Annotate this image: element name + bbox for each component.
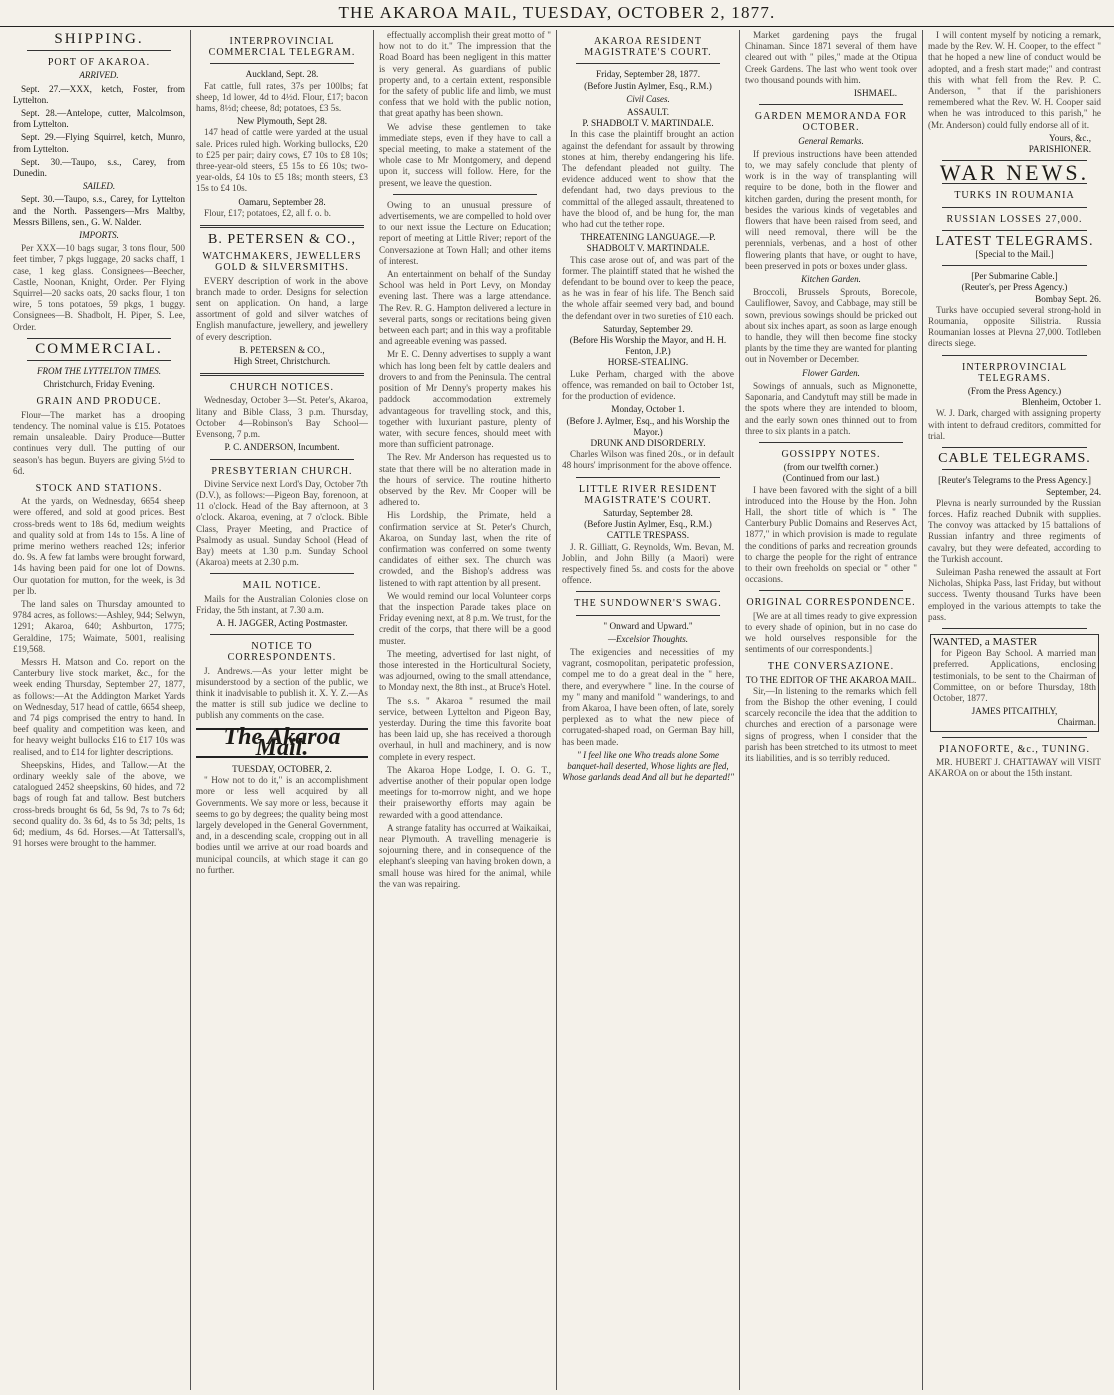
monday-bench: (Before J. Aylmer, Esq., and his Worship the Mayor.) — [566, 415, 730, 437]
general-remarks-heading: General Remarks. — [798, 135, 864, 146]
correspondents-text: J. Andrews.—As your letter might be misunderstood by a section of the public, we think it inadvisable to publish it. X. Y. Z.—As the matter is still sub judice we decline to publish any comments on the case. — [196, 665, 368, 721]
commercial-heading: COMMERCIAL. — [35, 340, 163, 357]
divider — [27, 50, 171, 51]
saturday-date: Saturday, September 29. — [603, 323, 693, 334]
petersen-ad-address: High Street, Christchurch. — [233, 356, 331, 367]
newplymouth-text: 147 head of cattle were yarded at the usual sale. Prices ruled high. Working bullocks, £20 to £25 per pair; dairy cows, £7 10s to £8 10s; three-year-old steers, £5 15s to £6 10s; two-year-olds, £4 10s to £5 18s; month steers, £3 15s to £4 10s. — [196, 127, 368, 194]
divider — [942, 355, 1087, 356]
divider — [942, 265, 1087, 266]
cattle-trespass-text: J. R. Gilliatt, G. Reynolds, Wm. Bevan, M. Joblin, and John Billy (a Maori) were respectively fined 5s. and costs for the above offence. — [562, 541, 734, 586]
kitchen-garden-text: Broccoli, Brussels Sprouts, Borecole, Cauliflower, Savoy, and Cabbage, may still be sown, previous sowings should be pricked out about six inches apart, as soon as large enough to handle, they will then become fine stocky plants by the time they are wanted for planting out in November or December. — [745, 287, 917, 365]
sundowner-continued: Market gardening pays the frugal Chinaman. Since 1871 several of them have cleared out with " piles," made at the Otipua Creek Gardens. The last who went took over two thousand pounds with him. — [745, 30, 917, 85]
news-item: The Rev. Mr Anderson has requested us to state that there will be no alteration made in the hours of service. The routine hitherto observed by the Rev. Mr Cooper will be adhered to. — [379, 452, 551, 508]
court-date: Friday, September 28, 1877. — [595, 69, 701, 80]
auckland-dateline: Auckland, Sept. 28. — [245, 69, 319, 80]
gossippy-continued: (Continued from our last.) — [782, 473, 880, 484]
plevna-text: Plevna is nearly surrounded by the Russian forces. Hafiz reached Dubnik with supplies. The convoy was attacked by 15 battalions of Russian infantry and three regiments of cavalry, but they were defeated, according to the Turkish account. — [928, 497, 1101, 564]
sundowner-text: The exigencies and necessities of my vagrant, cosmopolitan, peripatetic profession, compel me to do a great deal in the " here, there, and everywhere " line. In the course of my " many and manifold " wanderings, to and from Akaroa, I have been often, of late, sorely perplexed as to what the new piece of corrugated-shaped road, on German Bay hill, has been made. — [562, 646, 734, 747]
oamaru-text: Flour, £17; potatoes, £2, all f. o. b. — [204, 207, 331, 218]
little-river-date: Saturday, September 28. — [603, 507, 693, 518]
stock-text: At the yards, on Wednesday, 6654 sheep were offered, and sold at good prices. Best cross-breds went to 18s 6d, medium weights and quality sold at from 14s to 15s. A line of prime merino wethers reached 12s; inferior do. 9s. A few fat lambs were brought forward, 14s having been paid for one lot of Downs. Our quotation for mutton, for the week, is 3d per lb. — [13, 496, 185, 596]
oamaru-dateline: Oamaru, September 28. — [238, 196, 326, 207]
conversazione-text: Sir,—In listening to the remarks which fell from the Bishop the other evening, I could scarcely reconcile the idea that the addition to churches and erection of a parsonage were signs of progress, when I consider that the parish has been stretched to its utmost to meet its liabilities, and is so terribly reduced. — [745, 685, 917, 763]
mail-notice-signature: A. H. JAGGER, Acting Postmaster. — [216, 617, 348, 628]
news-item: His Lordship, the Primate, held a confirmation service at St. Peter's Church, Akaroa, on Sunday last, when the rite of confirmation was conferred on some twenty candidates of either sex. The church was crowded, and the Bishop's address was listened to with rapt attention by all present. — [379, 510, 551, 588]
sundowner-heading: THE SUNDOWNER'S SWAG. — [574, 598, 722, 610]
arrival-entry: Sept. 28.—Antelope, cutter, Malcolmson, from Lyttelton. — [13, 108, 185, 130]
correspondence-note: [We are at all times ready to give expression to every shade of opinion, but in no case do we hold ourselves responsible for the sentiments of our correspondents.] — [745, 610, 917, 655]
cable-telegrams-heading: CABLE TELEGRAMS. — [938, 451, 1091, 467]
kitchen-garden-heading: Kitchen Garden. — [801, 274, 861, 285]
divider — [942, 628, 1087, 629]
petersen-ad-subtitle: WATCHMAKERS, JEWELLERS GOLD & SILVERSMITHS. — [202, 251, 362, 274]
sailing-entry: Sept. 30.—Taupo, s.s., Carey, for Lyttelton and the North. Passengers—Mrs Maltby, Messrs Billens, sen., G. W. Nalder. — [13, 194, 185, 227]
sailed-heading: SAILED. — [82, 181, 116, 192]
arrival-entry: Sept. 27.—XXX, ketch, Foster, from Lyttelton. — [13, 83, 185, 105]
imports-heading: IMPORTS. — [79, 230, 119, 241]
column-6 — [923, 30, 1106, 1390]
war-news-heading: WAR NEWS. — [939, 160, 1090, 186]
flower-garden-heading: Flower Garden. — [802, 367, 860, 378]
divider — [942, 737, 1087, 738]
presbyterian-text: Divine Service next Lord's Day, October 7th (D.V.), as follows:—Pigeon Bay, forenoon, at 11 o'clock. Head of the Bay afternoon, at 3 o'clock. Akaroa, evening, at 7 o'clock. Bible Class, Prayer Meeting, and Practice of Psalmody as usual. Sunday School (Head of Bay) meets at 1.30 p.m. Sunday School (Akaroa) meets at 2.30 p.m. — [196, 478, 368, 568]
news-item: The meeting, advertised for last night, of those interested in the Horticultural Society, was adjourned, owing to the small attendance, to Monday next, the 8th inst., at Bruce's Hotel. — [379, 648, 551, 693]
divider — [759, 104, 903, 105]
divider — [393, 194, 537, 195]
arrival-entry: Sept. 30.—Taupo, s.s., Carey, from Dunedin. — [13, 156, 185, 179]
leader-continued: effectually accomplish their great motto of " how not to do it." The impression that the Road Board has been negligent in this matter is very general. As guardians of public property and, to a certain extent, responsible for the safety of public life and limb, we must confess that we hold with the public notion, that great apathy has been shown. — [379, 30, 551, 119]
letter-continued: I will content myself by noticing a remark, made by the Rev. W. H. Cooper, to the effect " that he hoped a new line of conduct would be adopted, and a fresh start made;" and contrast this with what fell from the Rev. P. C. Anderson, " that if the parishioners remembered what the Rev. W. H. Cooper said when he was introduced to this parish," he (Mr. Anderson) could fully endorse all of it. — [928, 30, 1101, 130]
bombay-dateline: Bombay Sept. 26. — [1035, 293, 1101, 304]
correspondents-heading: NOTICE TO CORRESPONDENTS. — [227, 641, 337, 664]
petersen-ad-title: B. PETERSEN & CO., — [208, 232, 356, 248]
port-heading: PORT OF AKAROA. — [47, 57, 151, 69]
newspaper-columns — [8, 30, 1106, 1390]
commercial-dateline: Christchurch, Friday Evening. — [43, 379, 155, 390]
arrival-entry: Sept. 29.—Flying Squirrel, ketch, Munro, from Lyttelton. — [13, 132, 185, 154]
mail-notice-text: Mails for the Australian Colonies close on Friday, the 5th instant, at 7.30 a.m. — [196, 593, 368, 615]
turks-heading: TURKS IN ROUMANIA — [954, 190, 1075, 202]
threatening-text: This case arose out of, and was part of the former. The plaintiff stated that he wished the defendant to be bound over to keep the peace, as he was in fear of his life. The Bench said the whole affair seemed very bad, and bound the defendant over in two sureties of £10 each. — [562, 254, 734, 321]
news-item: We would remind our local Volunteer corps that the inspection Parade takes place on Friday evening next, at 8 p.m. We trust, for the credit of the corps, that there will be a good muster. — [379, 590, 551, 646]
divider — [942, 207, 1087, 208]
assault-text: In this case the plaintiff brought an action against the defendant for assault by throwing stones at him, thereby endangering his life. The defendant pleaded not guilty. The evidence adduced went to show that the defendant had, two days previous to the committal of the alleged assault, threatened to have the blood of, and be hung for, the man who had cut the tether rope. — [562, 129, 734, 230]
arrived-heading: ARRIVED. — [79, 70, 119, 81]
blenheim-text: W. J. Dark, charged with assigning property with intent to defraud creditors, committed for trial. — [928, 408, 1101, 441]
bombay-text: Turks have occupied several strong-hold in Roumania, opposite Silistria. Russia Roumanian losses at Plevna 27,000. Totlleben directs siege. — [928, 304, 1101, 349]
sundowner-attribution: —Excelsior Thoughts. — [608, 633, 688, 644]
divider — [200, 373, 364, 376]
horse-stealing-text: Luke Perham, charged with the above offence, was remanded on bail to October 1st, for the production of evidence. — [562, 368, 734, 402]
news-item: The Akaroa Hope Lodge, I. O. G. T., advertise another of their popular open lodge meetings for to-morrow night, and we hope their praiseworthy efforts may again be rewarded with a good attendance. — [379, 764, 551, 820]
interprovincial-heading: INTERPROVINCIAL TELEGRAMS. — [962, 361, 1067, 384]
special-line: [Special to the Mail.] — [975, 249, 1054, 260]
paper-title: The Akaroa Mail. — [196, 728, 368, 758]
matson-report-text: Messrs H. Matson and Co. report on the Canterbury live stock market, &c., for the week ending Thursday, September 27, 1877, as follows:—At the Addington Market Yards on Wednesday, 517 head of cattle, 6654 sheep, and 74 pigs comprised the entry to hand. In beef quality and competition was keen, and for heavy weight bullocks £16 to £17 10s was realised, and to £14 for lighter descriptions. — [13, 656, 185, 757]
telegram-heading: INTERPROVINCIAL COMMERCIAL TELEGRAM. — [208, 36, 356, 59]
cable-line: [Per Submarine Cable.] — [971, 271, 1058, 282]
garden-text: If previous instructions have been attended to, we may safely conclude that plenty of work is in the way of transplanting will require to be done, both in the flower and kitchen garden, during the present month, for besides the various kinds of vegetables and flowers that have been raised from seed, and will need removal, there will be the perennials, verbenas, and a host of other flowering plants that have, or ought to have, been preserved in pots or boxes under glass. — [745, 148, 917, 271]
grain-heading: GRAIN AND PRODUCE. — [36, 396, 162, 408]
news-item: The s.s. " Akaroa " resumed the mail service, between Lyttelton and Pigeon Bay, yesterday. During the time this favorite boat has been laid up, she has received a thorough overhaul, in hull and machinery, and is now complete in every respect. — [379, 695, 551, 762]
suleiman-text: Suleiman Pasha renewed the assault at Fort Nicholas, Shipka Pass, last Friday, but without success. Twenty thousand Turks have been employed in the various attempts to take the pass. — [928, 566, 1101, 622]
paper-date: TUESDAY, OCTOBER, 2. — [232, 763, 332, 774]
column-2 — [191, 30, 374, 1390]
notice-heading: WANTED, a MASTER — [933, 635, 1038, 648]
press-agency-line: (From the Press Agency.) — [967, 386, 1062, 397]
assault-case-title: P. SHADBOLT V. MARTINDALE. — [582, 118, 714, 129]
pianoforte-heading: PIANOFORTE, &c., TUNING. — [939, 743, 1090, 755]
latest-telegrams-heading: LATEST TELEGRAMS. — [935, 233, 1094, 249]
notice-role: Chairman. — [1057, 717, 1096, 728]
divider — [942, 230, 1087, 231]
sept24-dateline: September, 24. — [1046, 486, 1101, 497]
correspondence-heading: ORIGINAL CORRESPONDENCE. — [746, 597, 916, 609]
column-1 — [8, 30, 191, 1390]
imports-text: Per XXX—10 bags sugar, 3 tons flour, 500 feet timber, 7 pkgs luggage, 20 sacks chaff, 1 case, 1 keg glass. Consignees—Beecher, Castle, Noonan, Knight, Order. Per Flying Squirrel—20 sacks oats, 20 sacks flour, 1 ton wire, 5 tons potatoes, 59 pkgs, 1 buggy. Consignees—B. Shadbolt, H. Piper, S. Lee, Order. — [13, 243, 185, 332]
wanted-master-notice — [930, 634, 1099, 732]
threatening-heading: THREATENING LANGUAGE.—P. SHADBOLT V. MARTINDALE. — [580, 232, 716, 254]
divider — [576, 477, 720, 478]
saturday-bench: (Before His Worship the Mayor, and H. H. Fenton, J.P.) — [569, 335, 727, 357]
church-text: Wednesday, October 3—St. Peter's, Akaroa, litany and Bible Class, 3 p.m. Thursday, October 4—Robinson's Bay School—Evensong, 7 p.m. — [196, 395, 368, 440]
column-5 — [740, 30, 923, 1390]
blenheim-dateline: Blenheim, October 1. — [1021, 397, 1101, 408]
church-heading: CHURCH NOTICES. — [230, 382, 334, 394]
auckland-text: Fat cattle, full rates, 37s per 100lbs; fat sheep, 1d lower, 4d to 4½d. Flour, £17; bacon hams, 8½d; cheese, 8d; potatoes, £3 5s. — [196, 80, 368, 114]
drunk-heading: DRUNK AND DISORDERLY. — [590, 437, 706, 448]
reuter-line: (Reuter's, per Press Agency.) — [961, 282, 1068, 293]
stock-heading: STOCK AND STATIONS. — [35, 482, 163, 494]
divider — [576, 63, 720, 64]
notice-signature: JAMES PITCAITHLY, — [971, 706, 1058, 717]
grain-text: Flour—The market has a drooping tendency. The nominal value is £15. Potatoes remain unsaleable. Dairy Produce—Butter continues very dull. The putting of our season's has begun. Buyers are giving 5½d to 6d. — [13, 409, 185, 476]
news-item: Mr E. C. Denny advertises to supply a want which has long been felt by cattle dealers and drovers to and from the Peninsula. The central position of Mr Denny's property makes his paddock accommodation extremely advantageous for travelling stock, and this, together with luxuriant pasture, plenty of water, with secure fences, should meet with more than sufficient patronage. — [379, 349, 551, 450]
civil-cases-heading: Civil Cases. — [626, 93, 670, 104]
conversazione-addressee: TO THE EDITOR OF THE AKAROA MAIL. — [745, 674, 917, 685]
losses-heading: RUSSIAN LOSSES 27,000. — [946, 213, 1083, 225]
tallow-report-text: Sheepskins, Hides, and Tallow.—At the ordinary weekly sale of the above, we catalogued 2452 sheepskins, 60 hides, and 72 bags of rough fat and tallow. Best butchers cross-breds brought 6s 6d, 5s 9d, 7s to 7s 6d; second quality do. 3s 6d, 4s to 5s 3d; pelts, 1s 6d; medium, 4s 6d. Horses.—At Tattersall's, 91 horses were brought to the hammer. — [13, 759, 185, 849]
presbyterian-heading: PRESBYTERIAN CHURCH. — [211, 465, 353, 477]
court-heading: AKAROA RESIDENT MAGISTRATE'S COURT. — [584, 36, 712, 59]
petersen-ad-text: EVERY description of work in the above branch made to order. Designs for selection sent on application. On hand, a large assortment of gold and silver watches of English manufacture, jewellery, and jewellery of every description. — [196, 275, 368, 342]
masthead: THE AKAROA MAIL, TUESDAY, OCTOBER 2, 1877. — [0, 0, 1114, 27]
little-river-court-heading: LITTLE RIVER RESIDENT MAGISTRATE'S COURT. — [578, 483, 718, 506]
divider — [942, 469, 1087, 470]
flower-garden-text: Sowings of annuals, such as Mignonette, Saponaria, and Candytuft may still be made in the spots where they are intended to bloom, and the early sown ones thinned out to from three to six plants in a patch. — [745, 380, 917, 436]
divider — [200, 225, 364, 228]
shipping-heading: SHIPPING. — [54, 31, 144, 47]
reuters-line: [Reuter's Telegrams to the Press Agency.] — [938, 475, 1091, 486]
leader-closing: We advise these gentlemen to take immediate steps, even if they have to call a special meeting, to make a statement of the whole case to Mr Montgomery, and depend upon it, success will follow. Here, for the present, we leave the question. — [379, 121, 551, 188]
news-item: An entertainment on behalf of the Sunday School was held in Port Levy, on Monday evening last. There was a large attendance. The Rev. R. G. Hampton delivered a lecture in several parts, songs or recitations being given between each part; and in this way a profitable and agreeable evening was passed. — [379, 269, 551, 347]
horse-stealing-heading: HORSE-STEALING. — [607, 357, 689, 368]
monday-date: Monday, October 1. — [611, 404, 685, 415]
petersen-ad-signature: B. PETERSEN & CO., — [239, 344, 325, 355]
court-bench: (Before Justin Aylmer, Esq., R.M.) — [584, 80, 712, 91]
column-4 — [557, 30, 740, 1390]
divider — [27, 338, 171, 339]
column-3 — [374, 30, 557, 1390]
mail-notice-heading: MAIL NOTICE. — [242, 580, 322, 592]
newplymouth-dateline: New Plymouth, Sept 28. — [236, 116, 328, 127]
assault-heading: ASSAULT. — [626, 107, 670, 118]
land-sales-text: The land sales on Thursday amounted to 9784 acres, as follows:—Ashley, 944; Selwyn, 1291; Akaroa, 640; Ashburton, 1775; Geraldine, 175; Waimate, 5001, realising £19,568. — [13, 598, 185, 654]
little-river-bench: (Before Justin Aylmer, Esq., R.M.) — [584, 519, 712, 530]
sundowner-verse: " I feel like one Who treads alone Some banquet-hall deserted, Whose lights are fled, Whose garlands dead And all but he departed!" — [562, 749, 734, 783]
gossippy-source: (from our twelfth corner.) — [783, 462, 879, 473]
news-item: A strange fatality has occurred at Waikaikai, near Plymouth. A travelling menagerie is sojourning there, and in consequence of the elephant's sleeping van having broken down, a small house was hired for the animal, while the van was repairing. — [379, 822, 551, 889]
divider — [27, 360, 171, 361]
cattle-trespass-heading: CATTLE TRESPASS. — [606, 530, 690, 541]
divider — [210, 573, 354, 574]
divider — [576, 591, 720, 592]
divider — [759, 590, 903, 591]
divider — [759, 442, 903, 443]
notice-text: for Pigeon Bay School. A married man preferred. Applications, enclosing testimonials, to be sent to the Chairman of Committee, on or before Thursday, 18th October, 1877. — [933, 648, 1096, 703]
drunk-text: Charles Wilson was fined 20s., or in default 48 hours' imprisonment for the above offence. — [562, 449, 734, 471]
pianoforte-text: MR. HUBERT J. CHATTAWAY will VISIT AKAROA on or about the 15th instant. — [928, 756, 1101, 778]
garden-heading: GARDEN MEMORANDA FOR OCTOBER. — [754, 111, 908, 134]
conversazione-heading: THE CONVERSAZIONE. — [767, 661, 895, 673]
divider — [210, 63, 354, 64]
commercial-source: FROM THE LYTTELTON TIMES. — [36, 366, 161, 377]
news-item: Owing to an unusual pressure of advertisements, we are compelled to hold over to our next issue the Lecture on Education; report of meeting at Little River; report of the Conversazione at Town Hall; and other items of interest. — [379, 199, 551, 266]
divider — [576, 615, 720, 616]
letter-closing: Yours, &c., — [1049, 132, 1091, 143]
gossippy-text: I have been favored with the sight of a bill introduced into the House by the Hon. John Hall, the short title of which is " The Canterbury Public Domains and Reserves Act, 1877," in which provision is made to regulate the conditions of parks and recreation grounds to charge the people for the right of entrance to their own freeholds on special or " other " occasions. — [745, 484, 917, 585]
church-signature: P. C. ANDERSON, Incumbent. — [224, 442, 340, 453]
leader-text: " How not to do it," is an accomplishment more or less well acquired by all Governments. We say more or less, because it seems to go by degrees; the quality being most largely developed in the General Government, and, in a descending scale, cropping out in all bodies until we arrive at our road boards and municipal councils, at which stage it can go no further. — [196, 775, 368, 875]
gossippy-heading: GOSSIPPY NOTES. — [781, 448, 881, 460]
sundowner-signature: ISHMAEL. — [853, 88, 897, 99]
divider — [210, 634, 354, 635]
sundowner-quote: " Onward and Upward." — [603, 620, 693, 631]
letter-signature: PARISHIONER. — [1028, 144, 1091, 155]
divider — [210, 459, 354, 460]
divider — [942, 447, 1087, 448]
